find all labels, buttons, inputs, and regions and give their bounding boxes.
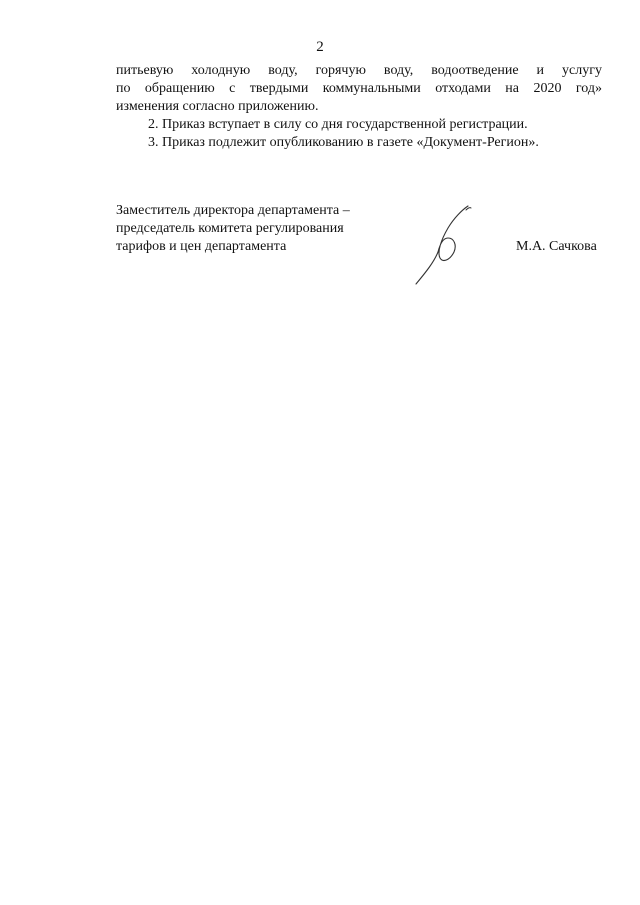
signatory-title-line3: тарифов и цен департамента (116, 239, 287, 254)
signatory-title (116, 202, 416, 256)
paragraph1-line2: по обращению с твердыми коммунальными отходами на 2020 год» (116, 81, 602, 96)
paragraph2: 2. Приказ вступает в силу со дня государственной регистрации. (148, 117, 528, 132)
signatory-title-line1: Заместитель директора департамента – (116, 203, 350, 218)
paragraph1-line1: питьевую холодную воду, горячую воду, водоотведение и услугу (116, 63, 602, 78)
paragraph3: 3. Приказ подлежит опубликованию в газете «Документ-Регион». (148, 135, 539, 150)
body-text (116, 62, 602, 152)
handwritten-signature (410, 200, 490, 292)
page-number: 2 (316, 39, 324, 55)
paragraph1-line3: изменения согласно приложению. (116, 99, 319, 114)
signatory-title-line2: председатель комитета регулирования (116, 221, 344, 236)
signatory-name: М.А. Сачкова (516, 239, 597, 254)
